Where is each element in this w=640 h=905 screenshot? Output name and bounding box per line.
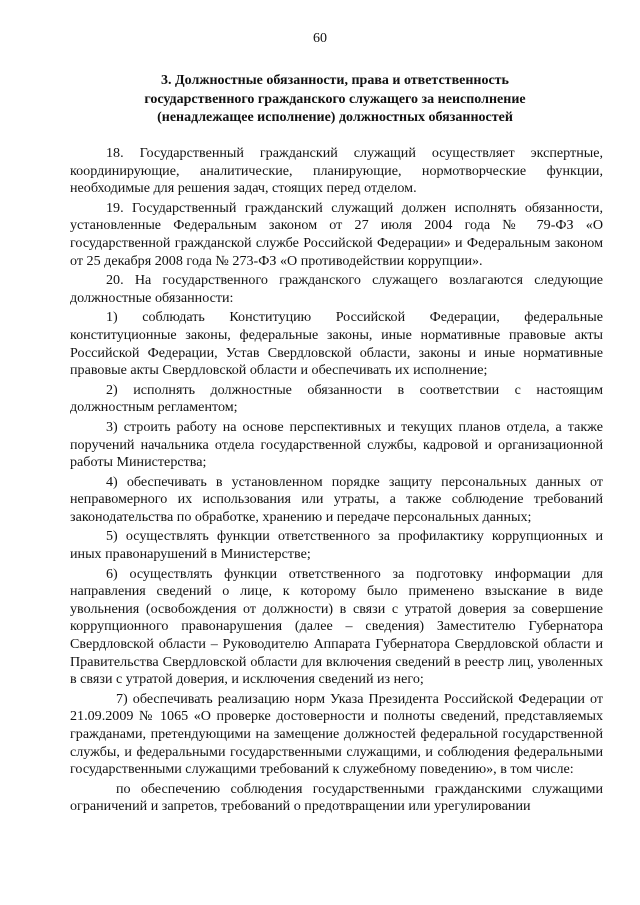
duty-item-5: 5) осуществлять функции ответственного за профилактику коррупционных и иных правонарушений в Министерстве;: [70, 528, 603, 563]
duty-item-3: 3) строить работу на основе перспективных и текущих планов отдела, а также поручений начальника отдела государственной службы, кадровой и организационной работы Министерства;: [70, 418, 603, 471]
duty-item-2: 2) исполнять должностные обязанности в соответствии с настоящим должностным регламентом;: [70, 381, 603, 416]
paragraph-18: 18. Государственный гражданский служащий осуществляет экспертные, координирующие, аналитические, планирующие, нормотворческие функции, необходимые для решения задач, стоящих перед отделом.: [70, 145, 603, 197]
section-heading-line: государственного гражданского служащего за неисполнение: [144, 91, 526, 107]
section-heading-line: 3. Должностные обязанности, права и ответственность: [161, 73, 509, 88]
paragraph-19: 19. Государственный гражданский служащий должен исполнять обязанности, установленные Федеральным законом от 27 июля 2004 года № 79-ФЗ «О государственной гражданской службе Российской Федерации» и Федеральным законом от 25 декабря 2008 года № 273-ФЗ «О противодействии коррупции».: [70, 199, 603, 269]
page-number: 60: [313, 31, 327, 46]
duty-item-6: 6) осуществлять функции ответственного за подготовку информации для направления сведений о лице, к которому было применено взыскание в виде увольнения (освобождения от должности) в связи с утратой доверия за совершение коррупционного правонарушения (далее – сведения) Заместителю Губернатора Свердловской области – Руководителю Аппарата Губернатора Свердловской области и Правительства Свердловской области для включения сведений в реестр лиц, уволенных в связи с утратой доверия, и исключения сведений из него;: [70, 565, 603, 688]
document-body: [70, 145, 603, 816]
section-heading: [70, 72, 600, 128]
duty-item-4: 4) обеспечивать в установленном порядке защиту персональных данных от неправомерного их использования или утраты, а также соблюдение требований законодательства по обработке, хранению и передаче персональных данных;: [70, 473, 603, 525]
duty-sub-item: по обеспечению соблюдения государственными гражданскими служащими ограничений и запретов, требований о предотвращении или урегулировании: [70, 780, 603, 815]
paragraph-20: 20. На государственного гражданского служащего возлагаются следующие должностные обязанности:: [70, 272, 603, 306]
duty-item-7: 7) обеспечивать реализацию норм Указа Президента Российской Федерации от 21.09.2009 № 1065 «О проверке достоверности и полноты сведений, представляемых гражданами, претендующими на замещение должностей федеральной государственной службы, и федеральными государственными служащими, и соблюдения федеральными государственными служащими требований к служебному поведению», в том числе:: [70, 690, 603, 778]
duty-item-1: 1) соблюдать Конституцию Российской Федерации, федеральные конституционные законы, федеральные законы, иные нормативные правовые акты Российской Федерации, Устав Свердловской области, законы и иные нормативные правовые акты Свердловской области и обеспечивать их исполнение;: [70, 309, 603, 379]
section-heading-line: (ненадлежащее исполнение) должностных обязанностей: [157, 110, 513, 125]
